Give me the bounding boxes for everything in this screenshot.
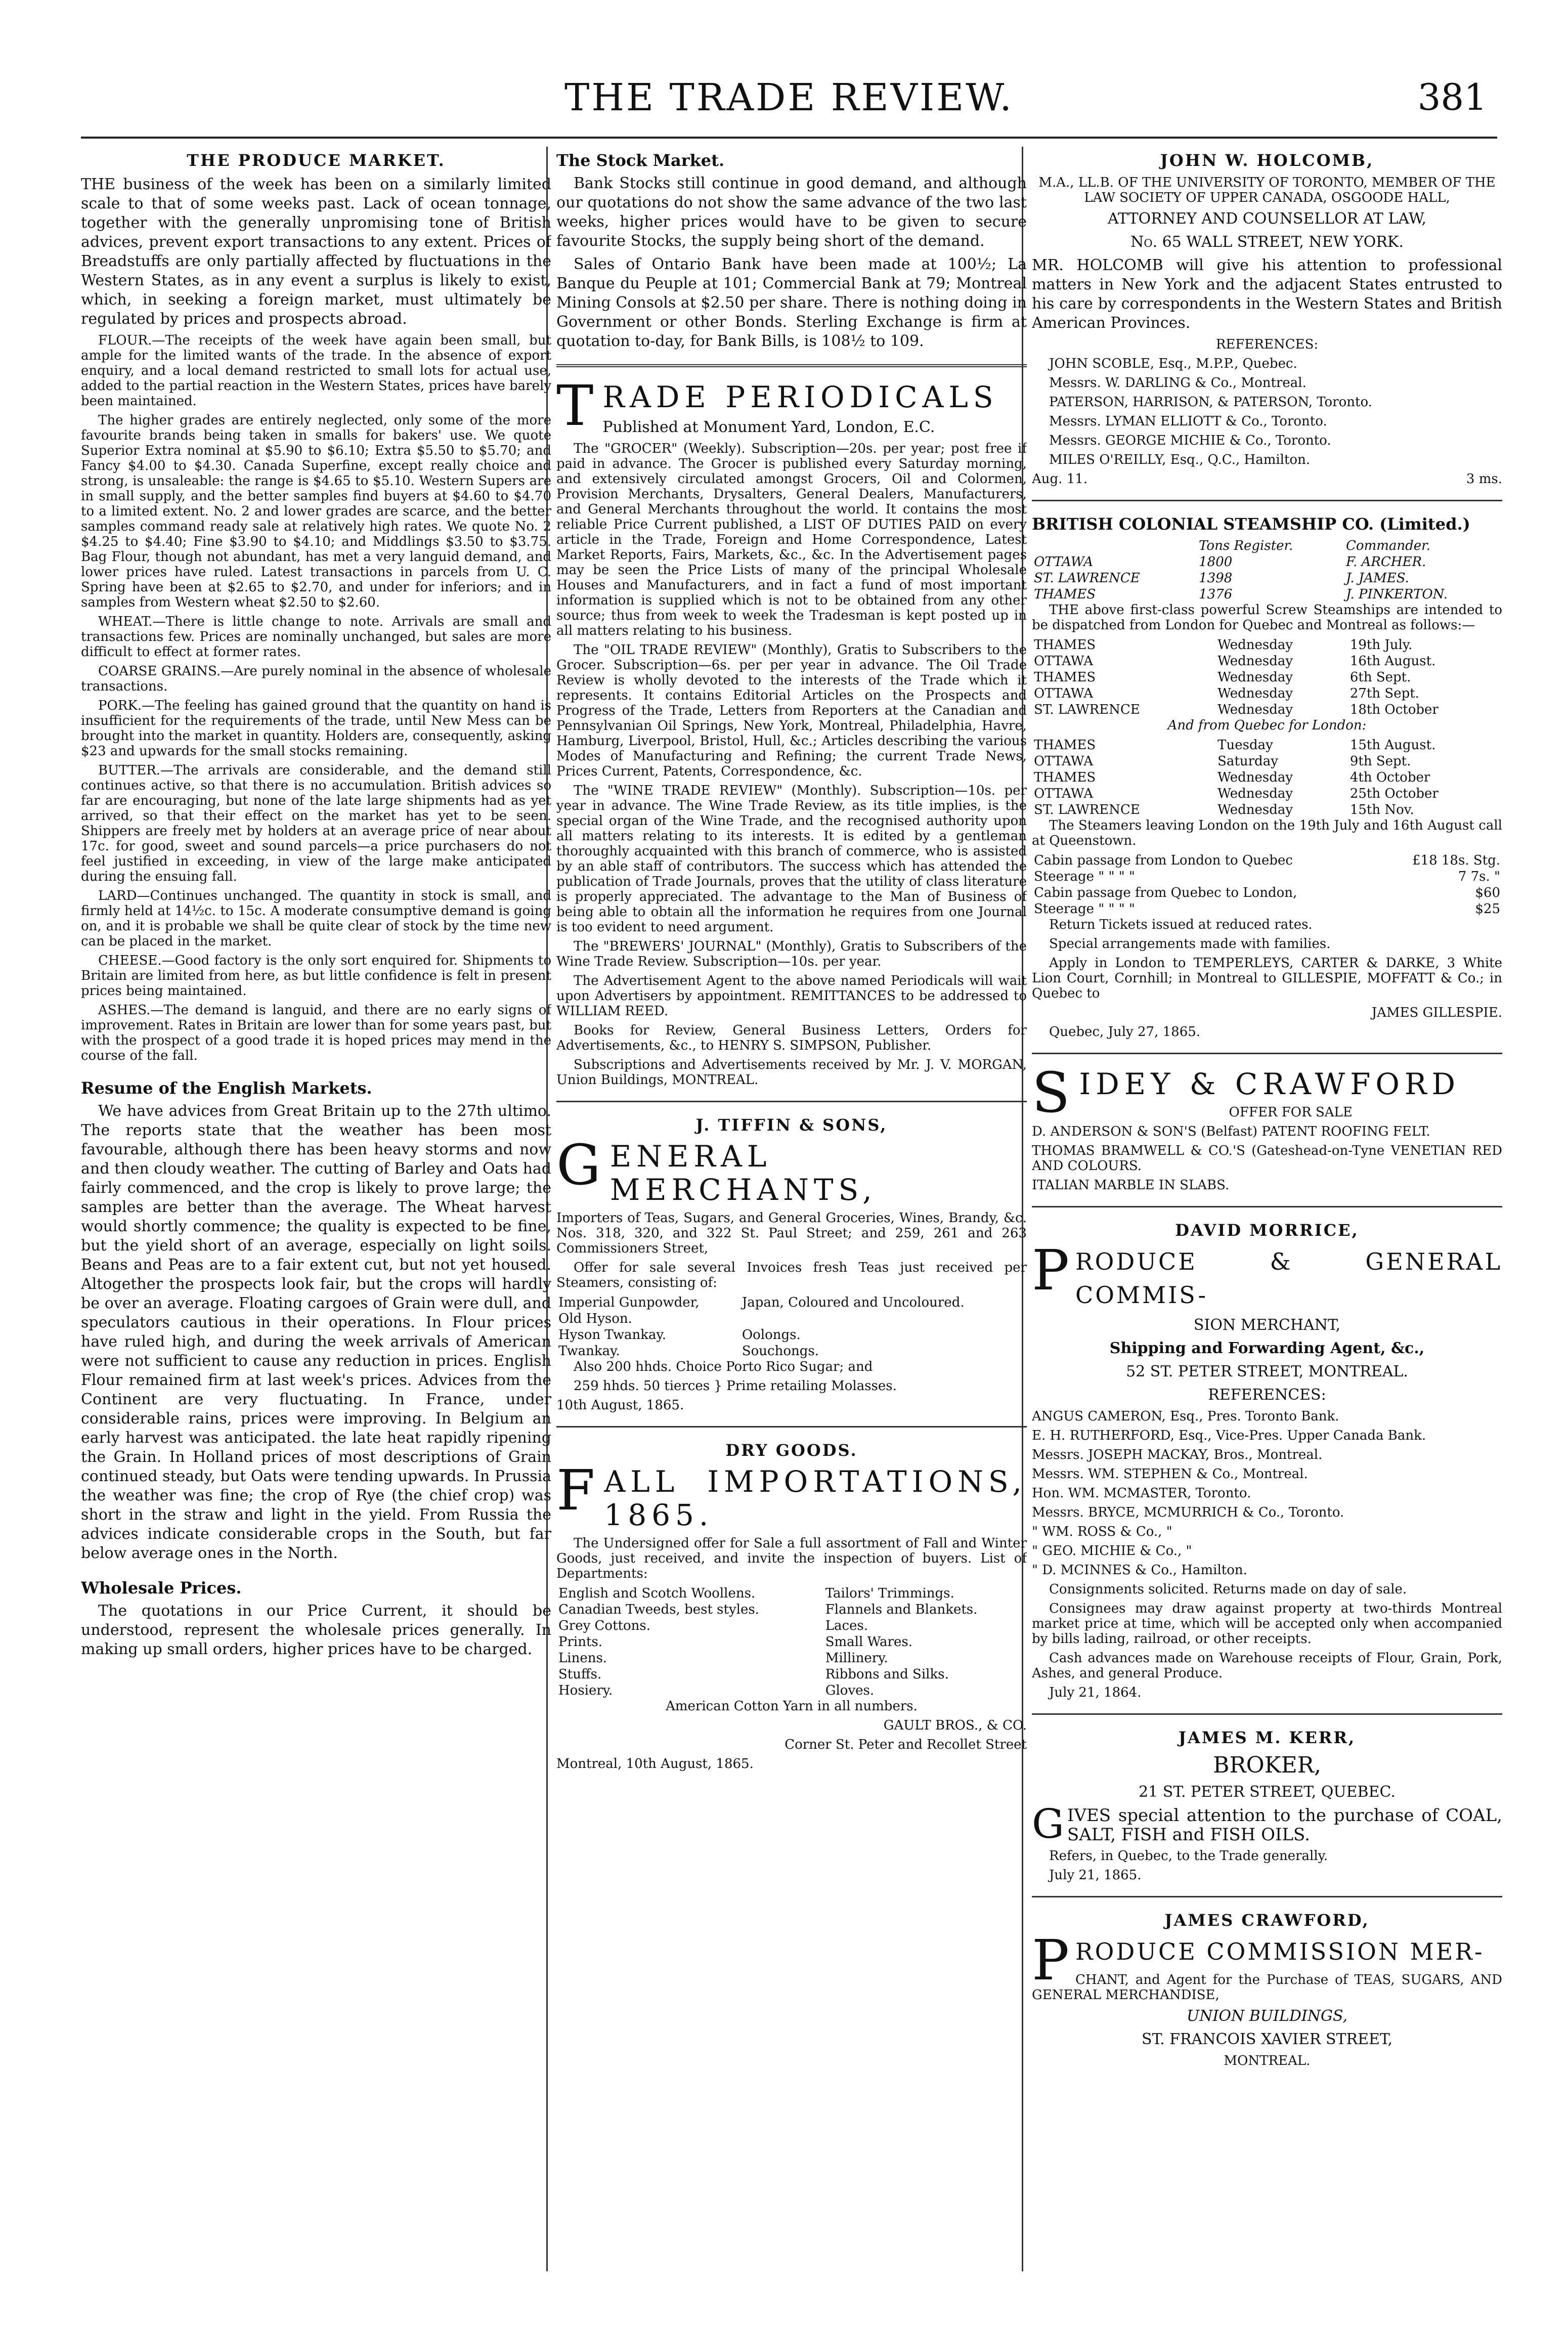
reference-item: ANGUS CAMERON, Esq., Pres. Toronto Bank.: [1032, 1409, 1339, 1424]
reference-item: " WM. ROSS & Co., ": [1032, 1524, 1172, 1539]
crawford-title: PRODUCE COMMISSION MER-: [1032, 1928, 1485, 1993]
sidey-item: D. ANDERSON & SON'S (Belfast) PATENT ROOFING FELT.: [1032, 1124, 1430, 1139]
table-row: OTTAWA Wednesday 27th Sept.: [1034, 686, 1419, 701]
produce-intro: THE business of the week has been on a similarly limited scale to that of some weeks past. Lack of ocean tonnage, together with the generally unpromising tone of British advices, prevent export transactions to any extent. Prices of Breadstuffs are only partially affected by fluctuations in the Western States, as in any event a surplus is likely to exist, which, in seeking a foreign market, must ultimately be regulated by prices and prospects abroad.: [81, 176, 551, 328]
table-row: THAMES Tuesday 15th August.: [1034, 738, 1436, 753]
reference-item: Messrs. WM. STEPHEN & Co., Montreal.: [1032, 1466, 1308, 1482]
morrice-sub: SION MERCHANT,: [1193, 1316, 1341, 1334]
table-row: THAMES 1376 J. PINKERTON.: [1034, 587, 1448, 602]
steamers-leaving: The Steamers leaving London on the 19th July and 16th August call at Queenstown.: [1032, 818, 1502, 848]
wine-trade-ad: The "WINE TRADE REVIEW" (Monthly). Subscription—10s. per year in advance. The Wine Trade Review, as its title implies, is the special organ of the Wine Trade, and the recognised authority upon all matters relating to its interests. It is edited by a gentleman thoroughly acquainted with this branch of commerce, who is assisted by an able staff of contributors. The success which has attended the publication of Trade Journals, proves that the utility of class literature is properly appreciated. The advantage to the Man of Business of being able to obtain all the information he requires from one Journal is too evident to need argument.: [556, 783, 1027, 935]
tiffin-offer: Offer for sale several Invoices fresh Teas just received per Steamers, consisting of:: [556, 1260, 1027, 1290]
dropcap: G: [556, 1133, 606, 1197]
table-row: Hosiery. Gloves.: [558, 1683, 875, 1698]
wholesale-text: The quotations in our Price Current, it should be understood, represent the wholesale prices generally. In making up small orders, higher prices have to be charged.: [81, 1602, 551, 1658]
holcomb-degrees: M.A., LL.B. OF THE UNIVERSITY OF TORONTO, MEMBER OF THE LAW SOCIETY OF UPPER CANADA, OSGOODE HALL,: [1038, 175, 1496, 205]
crawford-name: JAMES CRAWFORD,: [1164, 1911, 1370, 1930]
lard-report: LARD—Continues unchanged. The quantity in stock is small, and firmly held at 14½c. to 15c. A moderate consumptive demand is going on, and it is probable we shall be quite clear of stock by the time new can be placed in the market.: [81, 888, 551, 949]
ships-table: [1032, 538, 1502, 602]
fares-table: [1032, 852, 1502, 917]
table-row: OTTAWA Saturday 9th Sept.: [1034, 754, 1411, 769]
consign-text-3: Cash advances made on Warehouse receipts of Flour, Grain, Pork, Ashes, and general Produce.: [1032, 1651, 1502, 1681]
steamship-date: Quebec, July 27, 1865.: [1049, 1024, 1201, 1040]
steamship-heading: BRITISH COLONIAL STEAMSHIP CO. (Limited.): [1032, 514, 1470, 534]
brewers-ad: The "BREWERS' JOURNAL" (Monthly), Gratis to Subscribers of the Wine Trade Review. Subscription—10s. per year.: [556, 939, 1027, 969]
divider: [1032, 500, 1502, 501]
steamship-text: THE above first-class powerful Screw Steamships are intended to be dispatched from London for Quebec and Montreal as follows:—: [1032, 602, 1502, 633]
dropcap: T: [556, 373, 599, 438]
trade-published: Published at Monument Yard, London, E.C.: [602, 418, 935, 436]
table-row: Cabin passage from Quebec to London, $60: [1034, 885, 1500, 900]
resume-heading: Resume of the English Markets.: [81, 1078, 372, 1098]
divider: [1032, 1896, 1502, 1897]
also-text: Also 200 hhds. Choice Porto Rico Sugar; and: [574, 1359, 873, 1374]
stock-text-2: Sales of Ontario Bank have been made at 100½; La Banque du Peuple at 101; Commercial Bank at 79; Montreal Mining Consols at $2.50 per share. There is nothing doing in Government or other Bonds. Sterling Exchange is firm at quotation to-day, for Bank Bills, is 108½ to 109.: [556, 255, 1027, 350]
tiffin-date: 10th August, 1865.: [556, 1398, 684, 1413]
divider: [556, 364, 1027, 367]
page-header: [81, 76, 1497, 132]
dry-goods-heading: DRY GOODS.: [725, 1441, 858, 1460]
ashes-report: ASHES.—The demand is languid, and there are no early signs of improvement. Rates in Britain are lower than for some years past, but with the prospect of a good trade it is hoped prices may mend in the course of the fall.: [81, 1003, 551, 1063]
coarse-grains-report: COARSE GRAINS.—Are purely nominal in the absence of wholesale transactions.: [81, 664, 551, 694]
reference-item: Messrs. GEORGE MICHIE & Co., Toronto.: [1049, 433, 1331, 448]
from-quebec-label: And from Quebec for London:: [1167, 718, 1367, 733]
tea-table: [556, 1294, 1027, 1359]
table-row: Steerage " " " " $25: [1034, 901, 1500, 917]
tiffin-text: Importers of Teas, Sugars, and General Groceries, Wines, Brandy, &c. Nos. 318, 320, and 322 St. Paul Street; and 259, 261 and 263 Commissioners Street,: [556, 1211, 1027, 1256]
gault-address: Corner St. Peter and Recollet Street: [785, 1737, 1027, 1752]
stock-heading: The Stock Market.: [556, 151, 725, 170]
sidey-crawford-title: SIDEY & CRAWFORD: [1032, 1060, 1461, 1125]
kerr-refers: Refers, in Quebec, to the Trade generally.: [1049, 1848, 1328, 1864]
apply-text: Apply in London to TEMPERLEYS, CARTER & DARKE, 3 White Lion Court, Cornhill; in Montreal to GILLESPIE, MOFFATT & Co.; in Quebec to: [1032, 956, 1502, 1001]
table-row: Canadian Tweeds, best styles. Flannels and Blankets.: [558, 1602, 978, 1617]
subscriptions-ad: Subscriptions and Advertisements received by Mr. J. V. MORGAN, Union Buildings, MONTREAL.: [556, 1057, 1027, 1088]
grocer-ad: The "GROCER" (Weekly). Subscription—20s. per year; post free if paid in advance. The Grocer is published every Saturday morning, and extensively circulated amongst Grocers, Oil and Colormen, Provision Merchants, Drysalters, General Dealers, Manufacturers, and General Merchants throughout the world. It contains the most reliable Price Current published, a LIST OF DUTIES PAID on every article in the Trade, Foreign and Home Correspondence, Latest Market Reports, Fairs, Markets, &c., &c. In the Advertisement pages may be seen the Price Lists of many of the principal Wholesale Houses and Manufacturers, and in fact a fund of most important information is supplied which is not to be obtained from any other source; thus from week to week the Tradesman is kept posted up in all matters relating to his business.: [556, 441, 1027, 638]
column-3: [1032, 147, 1502, 2286]
morrice-refs-label: REFERENCES:: [1208, 1386, 1326, 1404]
produce-heading: THE PRODUCE MARKET.: [187, 151, 446, 170]
books-ad: Books for Review, General Business Letters, Orders for Advertisements, &c., to HENRY S. SIMPSON, Publisher.: [556, 1023, 1027, 1053]
references-label: REFERENCES:: [1215, 337, 1319, 352]
kerr-address: 21 ST. PETER STREET, QUEBEC.: [1139, 1783, 1396, 1801]
reference-item: E. H. RUTHERFORD, Esq., Vice-Pres. Upper Canada Bank.: [1032, 1428, 1426, 1443]
molasses-text: 259 hhds. 50 tierces } Prime retailing Molasses.: [574, 1378, 897, 1394]
table-row: OTTAWA Wednesday 16th August.: [1034, 654, 1436, 669]
pork-report: PORK.—The feeling has gained ground that the quantity on hand is insufficient for the requirements of the trade, until New Mess can be brought into the market in quantity. Holders are, consequently, asking $23 and upwards for the small stocks remaining.: [81, 698, 551, 759]
consign-text-1: Consignments solicited. Returns made on day of sale.: [1049, 1582, 1407, 1597]
table-row: OTTAWA 1800 F. ARCHER.: [1034, 554, 1426, 570]
kerr-name: JAMES M. KERR,: [1178, 1728, 1356, 1747]
table-row: ST. LAWRENCE Wednesday 18th October: [1034, 702, 1439, 717]
morrice-title: PRODUCE & GENERAL COMMIS-: [1032, 1238, 1502, 1309]
kerr-title: BROKER,: [1213, 1752, 1321, 1778]
reference-item: JOHN SCOBLE, Esq., M.P.P., Quebec.: [1049, 356, 1297, 371]
morrice-agent: Shipping and Forwarding Agent, &c.,: [1109, 1339, 1425, 1357]
departments-table: [556, 1585, 1027, 1699]
gault-name: GAULT BROS., & CO.: [883, 1718, 1027, 1733]
sidey-offer: OFFER FOR SALE: [1229, 1105, 1353, 1120]
oil-trade-ad: The "OIL TRADE REVIEW" (Monthly), Gratis to Subscribers to the Grocer. Subscription—6s. per per year in advance. The Oil Trade Review is wholly devoted to the interests of the Trade which it represents. It contains Editorial Articles on the Prospects and Progress of the Trade, Letters from Reporters at the Canadian and Pennsylvanian Oil Springs, New York, Montreal, Philadelphia, Havre, Hamburg, Liverpool, Bristol, Hull, &c.; Articles describing the various Modes of Manufacturing and Refining; the current Trade News, Prices Current, Patents, Correspondence, &c.: [556, 642, 1027, 779]
table-row: Tons Register. Commander.: [1199, 538, 1430, 553]
table-row: ST. LAWRENCE 1398 J. JAMES.: [1034, 571, 1409, 586]
dropcap: F: [556, 1458, 600, 1523]
resume-text: We have advices from Great Britain up to the 27th ultimo. The reports state that the weather has been most favourable, although there has been heavy storms and now and then cloudy weather. The cutting of Barley and Oats had fairly commenced, and the crop is likely to prove large; the samples are better than the average. The Wheat harvest would shortly commence; the quality is expected to be fine, but the yield short of an average, especially on light soils. Beans and Peas are to a fair extent cut, but not yet housed. Altogether the prospects look fair, but the crops will hardly be over an average. Floating cargoes of Grain were dull, and speculators cautious in their operations. In Flour prices have ruled high, and during the week arrivals of American were not sufficient to cause any reduction in prices. English Flour remained firm at last week's prices. Advices from the Continent are very fluctuating. In France, under considerable rains, prices were improving. In Belgium an early harvest was anticipated. the late heat rapidly ripening the Grain. In Holland prices of most descriptions of Grain continued steady, but Oats were tending upwards. In Prussia the weather was fine; the crop of Rye (the chief crop) was short in the straw and light in the yield. From Russia the advices indicate considerable crops in the South, but far below average ones in the North.: [81, 1102, 551, 1562]
table-row: THAMES Wednesday 19th July.: [1034, 637, 1413, 653]
reference-item: Messrs. BRYCE, MCMURRICH & Co., Toronto.: [1032, 1505, 1344, 1520]
special-arrangements: Special arrangements made with families.: [1049, 936, 1331, 952]
crawford-street: ST. FRANCOIS XAVIER STREET,: [1141, 2030, 1393, 2048]
tiffin-heading: J. TIFFIN & SONS,: [695, 1115, 888, 1135]
table-row: Imperial Gunpowder, Japan, Coloured and Uncoloured.: [558, 1295, 965, 1310]
table-row: Grey Cottons. Laces.: [558, 1618, 868, 1633]
reference-item: Messrs. LYMAN ELLIOTT & Co., Toronto.: [1049, 414, 1327, 429]
morrice-name: DAVID MORRICE,: [1175, 1221, 1359, 1240]
table-row: ST. LAWRENCE Wednesday 15th Nov.: [1034, 802, 1414, 817]
crawford-building: UNION BUILDINGS,: [1186, 2007, 1347, 2025]
kerr-text: GIVES special attention to the purchase of COAL, SALT, FISH and FISH OILS.: [1032, 1800, 1502, 1847]
table-row: Prints. Small Wares.: [558, 1634, 912, 1650]
wheat-report: WHEAT.—There is little change to note. Arrivals are small and transactions few. Prices are nominally unchanged, but sales are more difficult to effect at former rates.: [81, 614, 551, 660]
holcomb-address: No. 65 WALL STREET, NEW YORK.: [1130, 233, 1404, 251]
table-row: Twankay. Souchongs.: [558, 1344, 819, 1359]
table-row: THAMES Wednesday 4th October: [1034, 770, 1430, 785]
gillespie-name: JAMES GILLESPIE.: [1371, 1005, 1502, 1020]
header-rule: [81, 137, 1497, 139]
column-2: [556, 147, 1027, 2286]
table-row: Hyson Twankay. Oolongs.: [558, 1327, 801, 1343]
morrice-date: July 21, 1864.: [1049, 1685, 1142, 1700]
reference-item: PATERSON, HARRISON, & PATERSON, Toronto.: [1049, 395, 1372, 410]
divider: [1032, 1053, 1502, 1054]
from-quebec-table: [1032, 737, 1502, 818]
kerr-date: July 21, 1865.: [1049, 1868, 1142, 1883]
column-1: [81, 147, 551, 2286]
flour-report: FLOUR.—The receipts of the week have again been small, but ample for the limited wants of the trade. In the absence of export enquiry, and a local demand restricted to small lots for actual use, added to the partial reaction in the Western States, prices have barely been maintained.: [81, 333, 551, 409]
reference-item: MILES O'REILLY, Esq., Q.C., Hamilton.: [1049, 452, 1311, 467]
consign-text-2: Consignees may draw against property at two-thirds Montreal market price at time, which will be accepted only when accompanied by bills lading, railroad, or other receipts.: [1032, 1601, 1502, 1647]
from-london-table: [1032, 637, 1502, 718]
stock-text-1: Bank Stocks still continue in good demand, and although our quotations do not show the same advance of the two last weeks, higher prices would have to be given to secure favourite Stocks, the supply being short of the demand.: [556, 175, 1027, 250]
table-row: Steerage " " " " 7 7s. ": [1034, 869, 1500, 884]
dropcap: G: [1032, 1800, 1064, 1847]
return-tickets: Return Tickets issued at reduced rates.: [1049, 917, 1313, 932]
table-row: English and Scotch Woollens. Tailors' Trimmings.: [558, 1586, 954, 1601]
holcomb-name: JOHN W. HOLCOMB,: [1160, 151, 1374, 170]
morrice-address: 52 ST. PETER STREET, MONTREAL.: [1126, 1363, 1408, 1380]
table-row: Cabin passage from London to Quebec £18 18s. Stg.: [1034, 853, 1500, 868]
dropcap: P: [1032, 1238, 1072, 1303]
divider: [556, 1101, 1027, 1102]
divider: [556, 1426, 1027, 1428]
table-row: OTTAWA Wednesday 25th October: [1034, 786, 1439, 801]
reference-item: " GEO. MICHIE & Co., ": [1032, 1543, 1192, 1559]
table-row: Linens. Millinery.: [558, 1651, 888, 1666]
agent-ad: The Advertisement Agent to the above named Periodicals will wait upon Advertisers by appointment. REMITTANCES to be addressed to WILLIAM REED.: [556, 973, 1027, 1019]
page-title: THE TRADE REVIEW.: [564, 76, 1014, 119]
yarn-text: American Cotton Yarn in all numbers.: [666, 1699, 918, 1714]
divider: [1032, 1713, 1502, 1715]
higher-grades-report: The higher grades are entirely neglected, only some of the more favourite brands being taken in smalls for bakers' use. We quote Superior Extra nominal at $5.90 to $6.10; Extra $5.50 to $5.70; and Fancy $4.00 to $4.30. Canada Superfine, except really choice and strong, is unsaleable: the range is $4.65 to $5.10. Western Supers are in small supply, and the better samples find buyers at $4.60 to $4.70 to a limited extent. No. 2 and lower grades are scarce, and the better samples command ready sale at relatively high rates. We quote No. 2 $4.25 to $4.40; Fine $3.90 to $4.10; and Middlings $3.50 to $3.75. Bag Flour, though not abundant, has met a very languid demand, and lower prices have ruled. Latest transactions in parcels from U. C. Spring have been at $2.65 to $2.70, and under for inferiors; and in samples from Western wheat $2.50 to $2.60.: [81, 413, 551, 610]
wholesale-heading: Wholesale Prices.: [81, 1578, 242, 1597]
sidey-item: THOMAS BRAMWELL & CO.'S (Gateshead-on-Tyne VENETIAN RED AND COLOURS.: [1032, 1143, 1502, 1174]
table-row: Stuffs. Ribbons and Silks.: [558, 1667, 949, 1682]
general-merchants-title: GENERAL MERCHANTS,: [556, 1133, 877, 1207]
dropcap: P: [1032, 1928, 1072, 1993]
holcomb-date: Aug. 11. 3 ms.: [1032, 471, 1502, 487]
table-row: Old Hyson.: [558, 1311, 632, 1326]
gault-date: Montreal, 10th August, 1865.: [556, 1756, 754, 1771]
sidey-item: ITALIAN MARBLE IN SLABS.: [1032, 1178, 1230, 1193]
reference-item: Messrs. W. DARLING & Co., Montreal.: [1049, 375, 1306, 391]
crawford-city: MONTREAL.: [1224, 2053, 1311, 2068]
crawford-text: CHANT, and Agent for the Purchase of TEAS, SUGARS, AND GENERAL MERCHANDISE,: [1032, 1972, 1502, 2003]
cheese-report: CHEESE.—Good factory is the only sort enquired for. Shipments to Britain are limited from here, as but little confidence is felt in present prices being maintained.: [81, 953, 551, 999]
reference-item: Hon. WM. MCMASTER, Toronto.: [1032, 1486, 1251, 1501]
trade-periodicals-title: TRADE PERIODICALS: [556, 373, 998, 438]
fall-text: The Undersigned offer for Sale a full assortment of Fall and Winter Goods, just received, and invite the inspection of buyers. List of Departments:: [556, 1536, 1027, 1581]
reference-item: " D. MCINNES & Co., Hamilton.: [1032, 1563, 1247, 1578]
holcomb-text: MR. HOLCOMB will give his attention to professional matters in New York and the adjacent States entrusted to his care by correspondents in the Western States and British American Provinces.: [1032, 256, 1502, 332]
butter-report: BUTTER.—The arrivals are considerable, and the demand still continues active, so that there is no accumulation. British advices so far are encouraging, but none of the late large shipments had as yet arrived, so that their effect on the market has yet to be seen. Shippers are freely met by holders at an average price of near about 17c. for good, sweet and sound parcels—a price purchasers do not feel justified in exceeding, in view of the large make anticipated during the ensuing fall.: [81, 763, 551, 884]
holcomb-title: ATTORNEY AND COUNSELLOR AT LAW,: [1108, 210, 1426, 228]
dropcap: S: [1032, 1060, 1075, 1125]
page-number: 381: [1417, 76, 1487, 118]
table-row: THAMES Wednesday 6th Sept.: [1034, 670, 1411, 685]
fall-importations-title: FALL IMPORTATIONS, 1865.: [556, 1458, 1027, 1532]
reference-item: Messrs. JOSEPH MACKAY, Bros., Montreal.: [1032, 1447, 1323, 1462]
divider: [1032, 1206, 1502, 1207]
